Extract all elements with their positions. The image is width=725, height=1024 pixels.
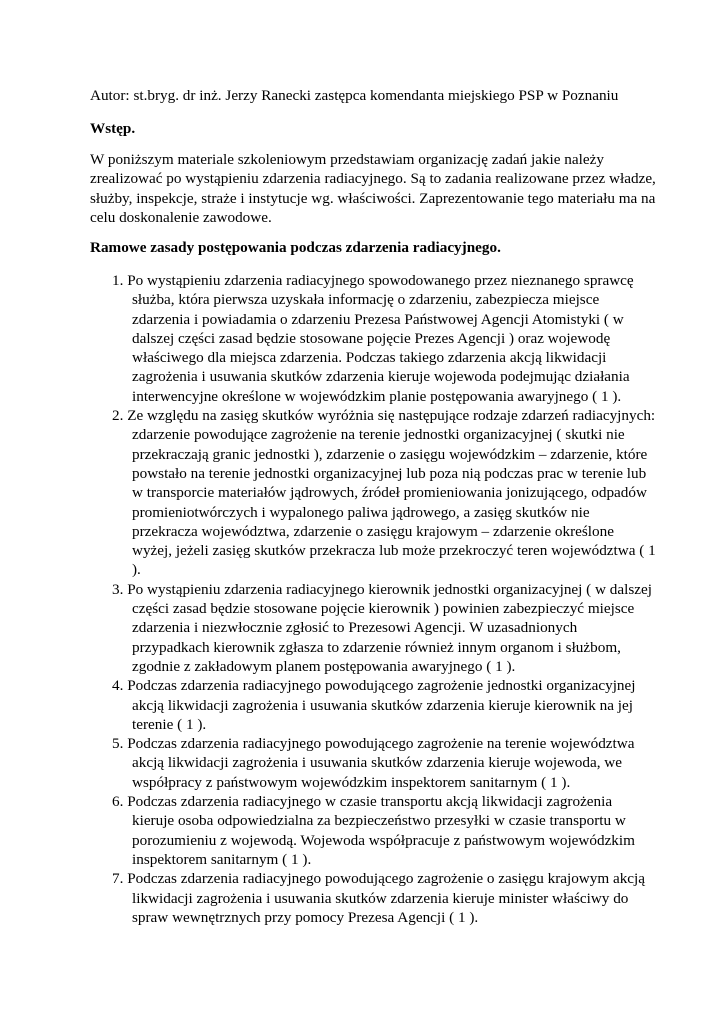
rule-number: 6. bbox=[112, 793, 124, 811]
rule-number: 3. bbox=[112, 580, 124, 598]
rule-text: Ze względu na zasięg skutków wyróżnia się następujące rodzaje zdarzeń radiacyjnych: bbox=[127, 407, 656, 425]
rule-line: zdarzenia i niezwłocznie zgłosić to Prezesowi Agencji. W uzasadnionych bbox=[132, 619, 578, 637]
rule-item-6 bbox=[0, 792, 725, 869]
rule-line: likwidacji zagrożenia i usuwania skutków zdarzenia kieruje minister właściwy do bbox=[132, 889, 629, 907]
rule-line bbox=[0, 792, 725, 811]
intro-line: celu doskonalenie zawodowe. bbox=[90, 208, 272, 226]
rule-text: Po wystąpieniu zdarzenia radiacyjnego kierownik jednostki organizacyjnej ( w dalszej bbox=[127, 580, 652, 598]
rule-line: akcją likwidacji zagrożenia i usuwania skutków zdarzenia kieruje wojewoda, we bbox=[132, 754, 623, 772]
rule-line bbox=[0, 406, 725, 425]
rule-line: służba, która pierwsza uzyskała informację o zdarzeniu, zabezpiecza miejsce bbox=[132, 291, 600, 309]
rule-line: zgodnie z zakładowym planem postępowania awaryjnego ( 1 ). bbox=[132, 657, 516, 675]
intro-line: zrealizować po wystąpieniu zdarzenia radiacyjnego. Są to zadania realizowane przez władze, bbox=[90, 170, 656, 188]
rule-number: 1. bbox=[112, 272, 124, 289]
rule-line: porozumieniu z wojewodą. Wojewoda współpracuje z państwowym wojewódzkim bbox=[132, 831, 635, 849]
rule-line: interwencyjne określone w wojewódzkim planie postępowania awaryjnego ( 1 ). bbox=[132, 387, 622, 405]
rule-text: Po wystąpieniu zdarzenia radiacyjnego spowodowanego przez nieznanego sprawcę bbox=[127, 272, 634, 289]
rule-item-2 bbox=[0, 406, 725, 580]
rule-line: wyżej, jeżeli zasięg skutków przekracza lub może przekroczyć teren województwa ( 1 bbox=[132, 542, 656, 560]
rule-line: powstało na terenie jednostki organizacyjnej lub poza nią podczas prac w terenie lub bbox=[132, 464, 647, 482]
rule-line: zdarzenia i powiadamia o zdarzeniu Prezesa Państwowej Agencji Atomistyki ( w bbox=[132, 310, 624, 328]
rule-line: spraw wewnętrznych przy pomocy Prezesa Agencji ( 1 ). bbox=[132, 908, 479, 926]
rule-number: 2. bbox=[112, 407, 124, 425]
rule-line bbox=[0, 869, 725, 888]
rule-text: Podczas zdarzenia radiacyjnego powodującego zagrożenie o zasięgu krajowym akcją bbox=[127, 870, 646, 888]
rule-number: 7. bbox=[112, 870, 124, 888]
rule-line: promieniotwórczych i wypalonego paliwa jądrowego, a zasięg skutków nie bbox=[132, 503, 590, 521]
intro-paragraph bbox=[90, 150, 656, 227]
rule-line: części zasad będzie stosowane pojęcie kierownik ) powinien zabezpieczyć miejsce bbox=[132, 600, 635, 618]
rule-line: dalszej części zasad będzie stosowane pojęcie Prezes Agencji ) oraz wojewodę bbox=[132, 329, 611, 347]
rule-line: zagrożenia i usuwania skutków zdarzenia kieruje wojewoda podejmując działania bbox=[132, 368, 630, 386]
rule-text: Podczas zdarzenia radiacyjnego w czasie transportu akcją likwidacji zagrożenia bbox=[127, 793, 613, 811]
rule-item-5 bbox=[0, 734, 725, 792]
rule-line bbox=[0, 676, 725, 695]
rule-line: zdarzenie powodujące zagrożenie na terenie jednostki organizacyjnej ( skutki nie bbox=[132, 426, 625, 444]
rule-line: przypadkach kierownik zgłasza to zdarzenie również innym organom i służbom, bbox=[132, 638, 621, 656]
rule-text: Podczas zdarzenia radiacyjnego powodującego zagrożenie na terenie województwa bbox=[127, 735, 635, 753]
author-line: Autor: st.bryg. dr inż. Jerzy Ranecki zastępca komendanta miejskiego PSP w Poznaniu bbox=[90, 87, 619, 104]
rule-item-4 bbox=[0, 676, 725, 734]
rule-item-7 bbox=[0, 869, 725, 927]
rule-line bbox=[0, 580, 725, 599]
rule-line: kieruje osoba odpowiedzialna za bezpieczeństwo przesyłki w czasie transportu w bbox=[132, 812, 626, 830]
rules-heading: Ramowe zasady postępowania podczas zdarzenia radiacyjnego. bbox=[90, 239, 501, 256]
rule-line: właściwego dla miejsca zdarzenia. Podczas takiego zdarzenia akcją likwidacji bbox=[132, 349, 607, 367]
rule-line: inspektorem sanitarnym ( 1 ). bbox=[132, 850, 312, 868]
rule-number: 5. bbox=[112, 735, 124, 753]
rule-line bbox=[0, 734, 725, 753]
rule-line: współpracy z państwowym wojewódzkim inspektorem sanitarnym ( 1 ). bbox=[132, 773, 571, 791]
rule-text: Podczas zdarzenia radiacyjnego powodującego zagrożenie jednostki organizacyjnej bbox=[127, 677, 636, 695]
rules-list bbox=[0, 271, 725, 927]
intro-heading: Wstęp. bbox=[90, 120, 136, 137]
rule-item-3 bbox=[0, 580, 725, 676]
rule-number: 4. bbox=[112, 677, 124, 695]
rule-line: w transporcie materiałów jądrowych, źródeł promieniowania jonizującego, odpadów bbox=[132, 484, 647, 502]
rule-line: terenie ( 1 ). bbox=[132, 715, 207, 733]
rule-line: przekracza województwa, zdarzenie o zasięgu krajowym – zdarzenie określone bbox=[132, 522, 614, 540]
rule-line: przekraczają granic jednostki ), zdarzenie o zasięgu wojewódzkim – zdarzenie, które bbox=[132, 445, 648, 463]
intro-line: W poniższym materiale szkoleniowym przedstawiam organizację zadań jakie należy bbox=[90, 151, 604, 168]
rule-line: ). bbox=[132, 561, 141, 579]
rule-item-1 bbox=[0, 271, 725, 406]
rule-line: akcją likwidacji zagrożenia i usuwania skutków zdarzenia kieruje kierownik na jej bbox=[132, 696, 633, 714]
intro-line: służby, inspekcje, straże i instytucje wg. właściwości. Zaprezentowanie tego materiału ma na bbox=[90, 189, 656, 207]
rule-line bbox=[0, 271, 725, 290]
